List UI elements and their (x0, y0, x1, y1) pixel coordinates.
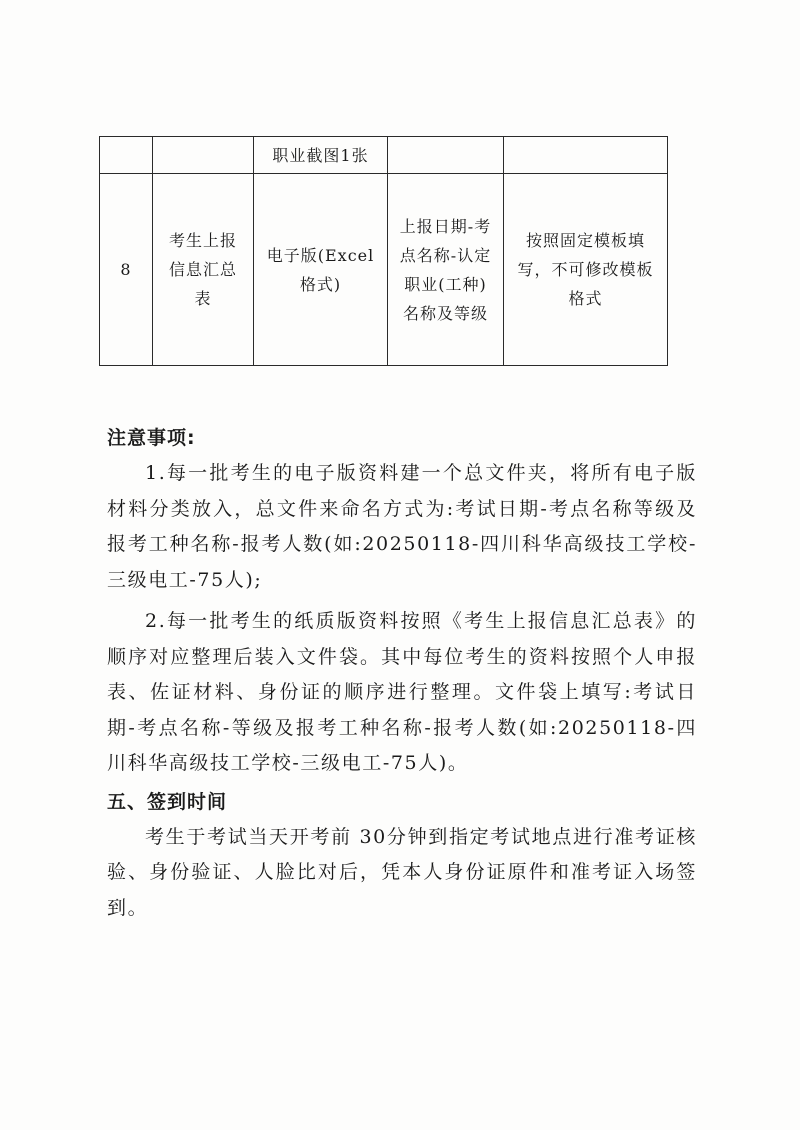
notes-heading: 注意事项: (107, 427, 196, 449)
cell-no: 8 (100, 174, 153, 366)
cell-format: 职业截图1张 (254, 137, 388, 174)
cell-name: 考生上报信息汇总表 (153, 174, 254, 366)
cell-naming (388, 137, 504, 174)
cell-naming: 上报日期-考点名称-认定职业(工种)名称及等级 (388, 174, 504, 366)
cell-remark (504, 137, 668, 174)
table-row (100, 174, 668, 366)
notes-section (107, 420, 697, 926)
cell-remark: 按照固定模板填写，不可修改模板格式 (504, 174, 668, 366)
section-5-title: 五、签到时间 (107, 790, 228, 813)
notes-item-2: 2.每一批考生的纸质版资料按照《考生上报信息汇总表》的顺序对应整理后装入文件袋。其中每位考生的资料按照个人申报表、佐证材料、身份证的顺序进行整理。文件袋上填写:考试日期-考点名称-等级及报考工种名称-报考人数(如:20250118-四川科华高级技工学校-三级电工-75人)。 (107, 610, 697, 774)
notes-item-1: 1.每一批考生的电子版资料建一个总文件夹，将所有电子版材料分类放入，总文件来命名方式为:考试日期-考点名称等级及报考工种名称-报考人数(如:20250118-四川科华高级技工学校-三级电工-75人); (107, 462, 697, 591)
materials-table (99, 136, 668, 366)
cell-no (100, 137, 153, 174)
section-5-body: 考生于考试当天开考前 30分钟到指定考试地点进行准考证核验、身份验证、人脸比对后，凭本人身份证原件和准考证入场签到。 (107, 825, 697, 919)
cell-format: 电子版(Excel格式) (254, 174, 388, 366)
table-row (100, 137, 668, 174)
cell-name (153, 137, 254, 174)
